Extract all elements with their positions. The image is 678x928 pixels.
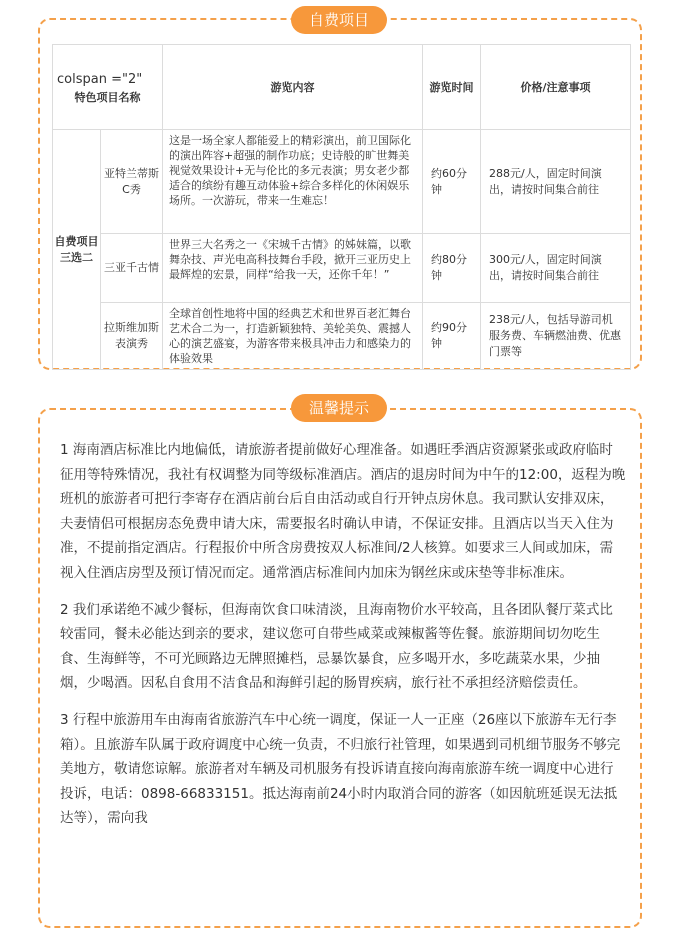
project-price: 238元/人，包括导游司机服务费、车辆燃油费、优惠门票等 [481,303,631,370]
project-desc-text: 世界三大名秀之一《宋城千古情》的姊妹篇，以歌舞杂技、声光电高科技舞台手段，掀开三亚历史上最辉煌的宏景，同样“给我一天，还你千年！” [169,238,412,281]
header-project-label: 特色项目名称 [74,91,141,104]
project-desc-text: 这是一场全家人都能爱上的精彩演出，前卫国际化的演出阵容+超强的制作功底；史诗般的旷世舞美视觉效果设计+无与伦比的多元表演；男女老少都适合的缤纷有趣互动体验+综合多样化的休闲娱乐场所。一次游玩，带来一生难忘！ [169,134,412,207]
tips-content [60,438,626,843]
self-pay-title: 自费项目 [291,6,387,34]
project-desc [163,303,423,370]
table-row [53,303,631,370]
project-price: 300元/人，固定时间演出，请按时间集合前往 [481,234,631,303]
project-duration: 约80分钟 [423,234,481,303]
project-name: 三亚千古情 [101,234,163,303]
project-duration: 约60分钟 [423,130,481,234]
header-desc: 游览内容 [163,45,423,130]
project-desc-text: 全球首创性地将中国的经典艺术和世界百老汇舞台艺术合二为一，打造新颖独特、美轮美奂、震撼人心的演艺盛宴，为游客带来极具冲击力和感染力的体验效果 [169,307,412,365]
header-price: 价格/注意事项 [481,45,631,130]
table-header-row [53,45,631,130]
header-colspan-text: colspan ="2" [57,72,143,87]
project-duration: 约90分钟 [423,303,481,370]
project-desc [163,130,423,234]
self-pay-table [52,44,631,370]
header-project-name [53,45,163,130]
group-label: 自费项目三选二 [53,130,101,370]
tip-paragraph: 3 行程中旅游用车由海南省旅游汽车中心统一调度，保证一人一正座（26座以下旅游车无行李箱）。且旅游车队属于政府调度中心统一负责，不归旅行社管理，如果遇到司机细节服务不够完美地方，敬请您谅解。旅游者对车辆及司机服务有投诉请直接向海南旅游车统一调度中心进行投诉，电话：0898-66833151。抵达海南前24小时内取消合同的游客（如因航班延误无法抵达等），需向我 [60,711,621,827]
project-name: 拉斯维加斯表演秀 [101,303,163,370]
project-price: 288元/人，固定时间演出，请按时间集合前往 [481,130,631,234]
table-row [53,130,631,234]
header-duration: 游览时间 [423,45,481,130]
tip-paragraph: 2 我们承诺绝不减少餐标，但海南饮食口味清淡，且海南物价水平较高，且各团队餐厅菜式比较雷同，餐未必能达到亲的要求，建议您可自带些咸菜或辣椒酱等佐餐。旅游期间切勿吃生食、生海鲜等，不可光顾路边无牌照摊档，忌暴饮暴食，应多喝开水，多吃蔬菜水果，少抽烟，少喝酒。因私自食用不洁食品和海鲜引起的肠胃疾病，旅行社不承担经济赔偿责任。 [60,601,613,692]
project-desc [163,234,423,303]
table-row [53,234,631,303]
tips-title: 温馨提示 [291,394,387,422]
project-name: 亚特兰蒂斯C秀 [101,130,163,234]
tip-paragraph: 1 海南酒店标准比内地偏低，请旅游者提前做好心理准备。如遇旺季酒店资源紧张或政府临时征用等特殊情况，我社有权调整为同等级标准酒店。酒店的退房时间为中午的12:00，返程为晚班机的旅游者可把行李寄存在酒店前台后自由活动或自行开钟点房休息。我司默认安排双床，夫妻情侣可根据房态免费申请大床，需要报名时确认申请，不保证安排。且酒店以当天入住为准，不提前指定酒店。行程报价中所含房费按双人标准间/2人核算。如要求三人间或加床，需视入住酒店房型及预订情况而定。通常酒店标准间内加床为钢丝床或床垫等非标准床。 [60,442,626,581]
